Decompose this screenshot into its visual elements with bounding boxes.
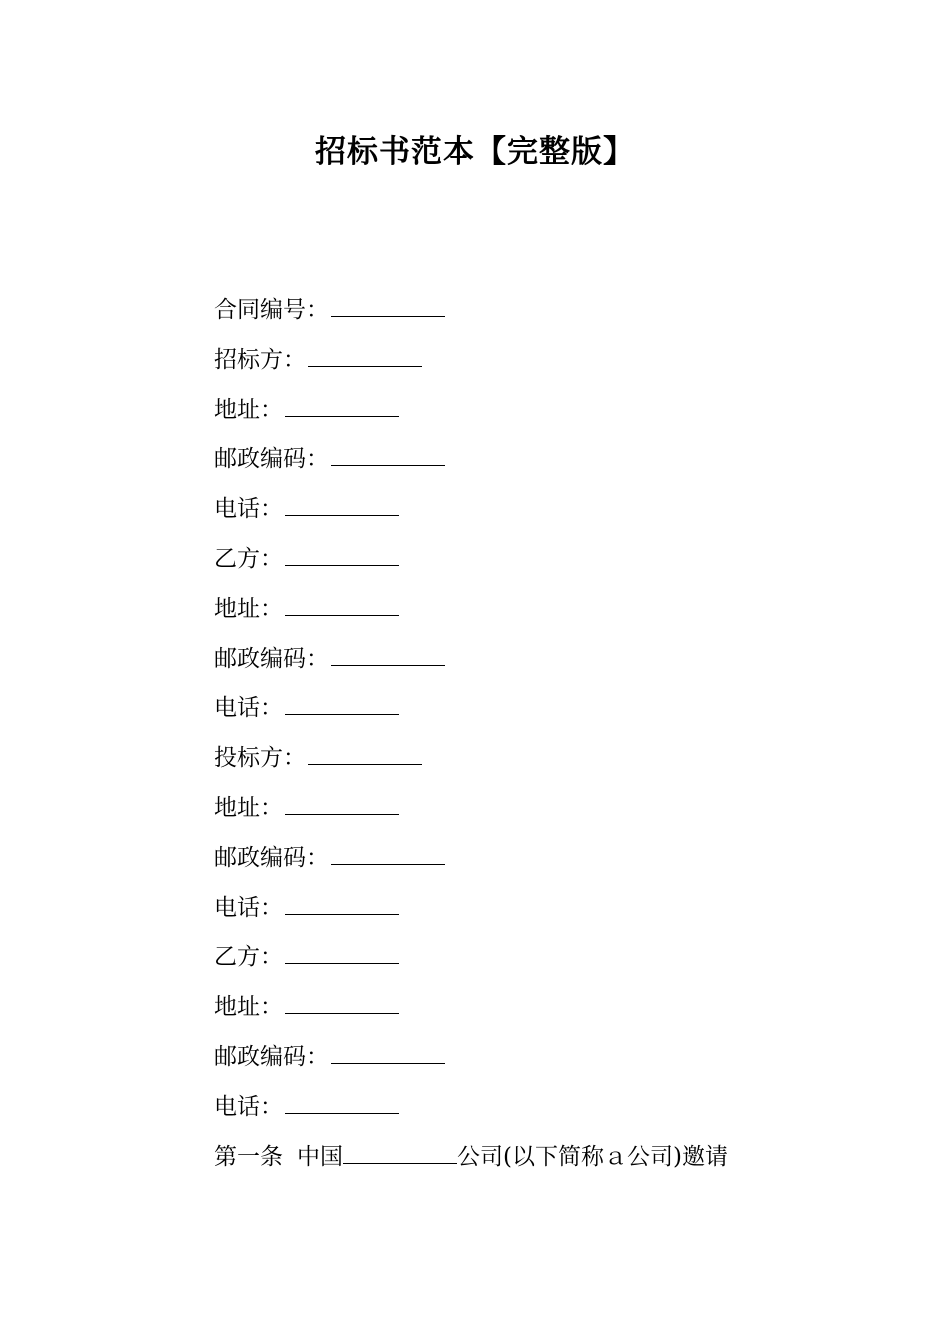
field-label: 电话： (214, 894, 283, 921)
field-postal-code (214, 1033, 854, 1083)
field-label: 地址： (214, 794, 283, 821)
fill-blank (343, 1143, 457, 1164)
fill-blank (331, 296, 445, 317)
field-address (214, 983, 854, 1033)
field-address (214, 784, 854, 834)
article-text-before: 中国 (297, 1143, 343, 1170)
fill-blank (331, 445, 445, 466)
document-title: 招标书范本【完整版】 (315, 134, 635, 170)
article-one (214, 1133, 854, 1183)
fill-blank (285, 396, 399, 417)
field-phone (214, 884, 854, 934)
field-label: 投标方： (214, 745, 306, 772)
field-address (214, 386, 854, 436)
field-label: 邮政编码： (214, 645, 329, 672)
field-bidder (214, 734, 854, 784)
fill-blank (285, 545, 399, 566)
field-label: 邮政编码： (214, 844, 329, 871)
field-label: 地址： (214, 396, 283, 423)
field-label: 电话： (214, 695, 283, 722)
fill-blank (308, 346, 422, 367)
field-party-b (214, 933, 854, 983)
field-label: 地址： (214, 994, 283, 1021)
fill-blank (285, 595, 399, 616)
article-number: 第一条 (214, 1143, 283, 1170)
fill-blank (285, 694, 399, 715)
field-label: 乙方： (214, 944, 283, 971)
field-label: 招标方： (214, 346, 306, 373)
fill-blank (308, 744, 422, 765)
fill-blank (285, 794, 399, 815)
field-label: 地址： (214, 595, 283, 622)
fill-blank (331, 645, 445, 666)
field-postal-code (214, 834, 854, 884)
field-phone (214, 485, 854, 535)
fill-blank (285, 495, 399, 516)
fill-blank (331, 844, 445, 865)
field-label: 邮政编码： (214, 446, 329, 473)
field-contract-number (214, 286, 854, 336)
contract-fields (214, 286, 854, 1182)
fill-blank (285, 894, 399, 915)
fill-blank (331, 1043, 445, 1064)
field-tenderer (214, 336, 854, 386)
field-label: 电话： (214, 496, 283, 523)
field-party-b (214, 535, 854, 585)
field-label: 乙方： (214, 545, 283, 572)
article-text-after: 公司(以下简称ａ公司)邀请 (457, 1143, 728, 1170)
field-phone (214, 684, 854, 734)
field-address (214, 585, 854, 635)
field-label: 邮政编码： (214, 1043, 329, 1070)
field-label: 合同编号： (214, 297, 329, 323)
field-phone (214, 1083, 854, 1133)
field-postal-code (214, 635, 854, 685)
fill-blank (285, 943, 399, 964)
field-label: 电话： (214, 1093, 283, 1120)
field-postal-code (214, 435, 854, 485)
fill-blank (285, 993, 399, 1014)
fill-blank (285, 1093, 399, 1114)
